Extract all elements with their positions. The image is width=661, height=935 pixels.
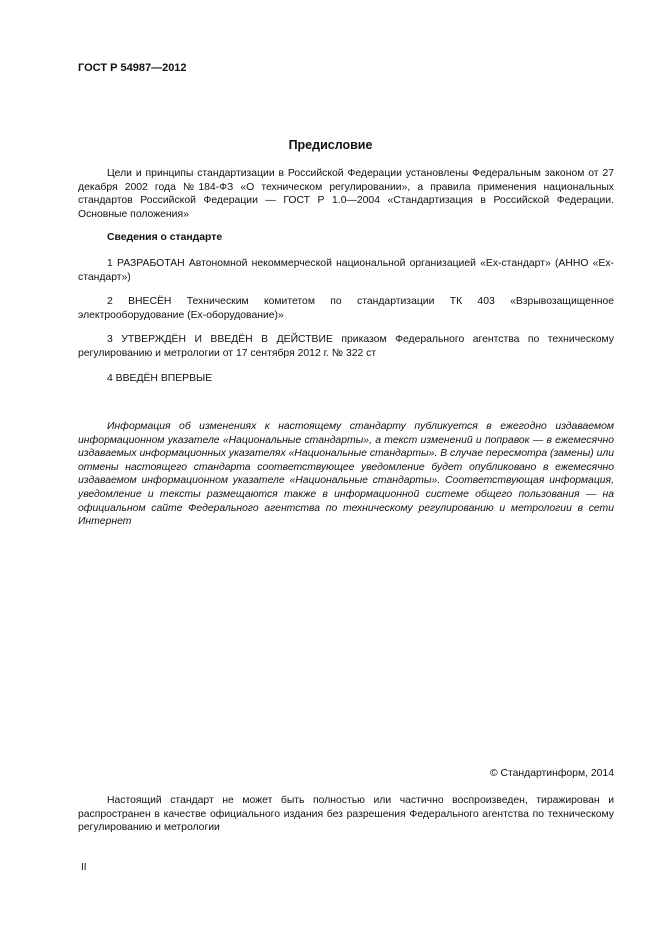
- info-notice: [78, 420, 614, 529]
- page-number: II: [81, 862, 87, 873]
- standard-info-item-text: 4 ВВЕДЁН ВПЕРВЫЕ: [107, 373, 213, 384]
- intro-text: Цели и принципы стандартизации в Российской Федерации установлены Федеральным законом от 27 декабря 2002 года №184-ФЗ «О техническом регулировании», а правила применения национальных стандартов Российской Федерации — ГОСТ Р 1.0—2004 «Стандартизация в Российской Федерации. Основные положения»: [78, 168, 614, 220]
- standard-info-item-4: [78, 372, 614, 386]
- standard-info-item-2: [78, 295, 614, 322]
- standard-info-item-text: 1 РАЗРАБОТАН Автономной некоммерческой национальной организацией «Ех-стандарт» (АННО «Ех-стандарт»): [78, 258, 614, 283]
- standard-info-item-1: [78, 257, 614, 284]
- page-title: Предисловие: [288, 138, 373, 152]
- copyright-line: © Стандартинформ, 2014: [489, 768, 614, 779]
- info-notice-text: Информация об изменениях к настоящему стандарту публикуется в ежегодно издаваемом информационном указателе «Национальные стандарты», а текст изменений и поправок — в ежемесячно издаваемых информационных указателях «Национальные стандарты». В случае пересмотра (замены) или отмены настоящего стандарта соответствующее уведомление будет опубликовано в ежемесячно издаваемом информационном указателе «Национальные стандарты». Соответствующая информация, уведомление и тексты размещаются также в информационной системе общего пользования — на официальном сайте Федерального агентства по техническому регулированию и метрологии в сети Интернет: [78, 421, 614, 528]
- reproduction-notice-text: Настоящий стандарт не может быть полностью или частично воспроизведен, тиражирован и распространен в качестве официального издания без разрешения Федерального агентства по техническому регулированию и метрологии: [78, 795, 614, 834]
- standard-info-heading: Сведения о стандарте: [107, 232, 223, 243]
- standard-info-item-3: [78, 333, 614, 360]
- intro-paragraph: [78, 167, 614, 221]
- document-header-id: ГОСТ Р 54987—2012: [78, 62, 187, 74]
- standard-info-item-text: 2 ВНЕСЁН Техническим комитетом по стандартизации ТК 403 «Взрывозащищенное электрооборудование (Ех-оборудование)»: [78, 296, 614, 321]
- reproduction-notice: [78, 794, 614, 835]
- standard-info-item-text: 3 УТВЕРЖДЁН И ВВЕДЁН В ДЕЙСТВИЕ приказом Федерального агентства по техническому регулированию и метрологии от 17 сентября 2012 г. № 322 ст: [78, 334, 614, 359]
